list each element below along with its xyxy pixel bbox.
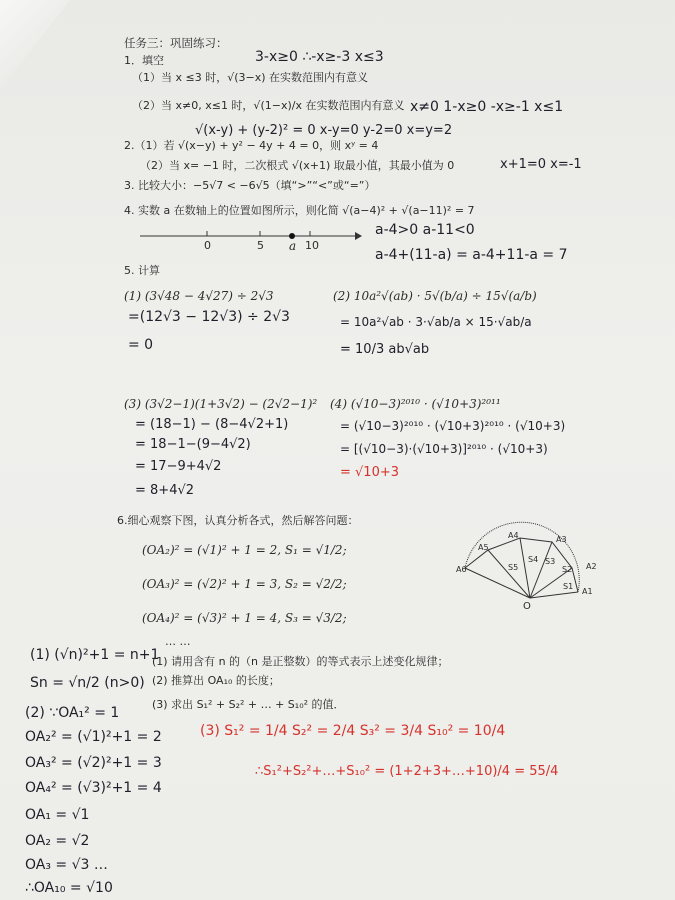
q6-eq1: (OA₂)² = (√1)² + 1 = 2, S₁ = √1/2; bbox=[142, 543, 347, 557]
tick-a: a bbox=[289, 239, 297, 253]
q6-work-6: OA₄² = (√3)²+1 = 4 bbox=[25, 780, 162, 796]
q1b-text: （2）当 x≠0, x≤1 时，√(1−x)/x 在实数范围内有意义 bbox=[132, 99, 405, 112]
tick-5: 5 bbox=[257, 239, 264, 252]
label-s2: S2 bbox=[562, 565, 573, 574]
q6-work-5: OA₃² = (√2)²+1 = 3 bbox=[25, 755, 162, 771]
q5-p1: (1) (3√48 − 4√27) ÷ 2√3 bbox=[124, 289, 274, 303]
q2b-text: （2）当 x= −1 时，二次根式 √(x+1) 取最小值，其最小值为 0 bbox=[140, 159, 455, 172]
q1a-text: （1）当 x ≤3 时，√(3−x) 在实数范围内有意义 bbox=[132, 71, 369, 84]
q6-eq3: (OA₄)² = (√3)² + 1 = 4, S₃ = √3/2; bbox=[142, 611, 347, 625]
q2b-handwriting: x+1=0 x=-1 bbox=[500, 157, 582, 172]
q6-ask-3: (3) 求出 S₁² + S₂² + … + S₁₀² 的值． bbox=[152, 698, 345, 711]
q5-p4-red-answer: = √10+3 bbox=[340, 465, 400, 480]
q2a-text: 2.（1）若 √(x−y) + y² − 4y + 4 = 0，则 xʸ = 4 bbox=[124, 139, 379, 152]
label-a2: A2 bbox=[586, 562, 597, 571]
label-s3: S3 bbox=[545, 557, 556, 566]
q6-ask-1: (1) 请用含有 n 的（n 是正整数）的等式表示上述变化规律； bbox=[152, 655, 449, 668]
q6-ask-2: (2) 推算出 OA₁₀ 的长度； bbox=[152, 674, 280, 687]
q6-work-7: OA₁ = √1 bbox=[25, 807, 90, 823]
q6-work-1: (1) (√n)²+1 = n+1 bbox=[30, 647, 160, 663]
q6-work-4: OA₂² = (√1)²+1 = 2 bbox=[25, 729, 162, 745]
q6-red-answer-1: (3) S₁² = 1/4 S₂² = 2/4 S₃² = 3/4 S₁₀² = 10/4 bbox=[200, 723, 506, 739]
q6-eq2: (OA₃)² = (√2)² + 1 = 3, S₂ = √2/2; bbox=[142, 577, 347, 591]
q1-title: 1．填空 bbox=[124, 54, 164, 67]
label-a6: A6 bbox=[456, 565, 467, 574]
label-a4: A4 bbox=[508, 531, 519, 540]
q5-p4: (4) (√10−3)²⁰¹⁰ · (√10+3)²⁰¹¹ bbox=[330, 397, 501, 411]
label-o: O bbox=[523, 601, 531, 612]
q5-p4-work-2: = [(√10−3)·(√10+3)]²⁰¹⁰ · (√10+3) bbox=[340, 442, 548, 456]
q6-work-10: ∴OA₁₀ = √10 bbox=[25, 880, 113, 896]
q5-p2-work-2: = 10/3 ab√ab bbox=[340, 342, 430, 357]
label-a3: A3 bbox=[556, 535, 567, 544]
q5-p3-work-2: = 18−1−(9−4√2) bbox=[135, 437, 251, 452]
q5-p3-work-4: = 8+4√2 bbox=[135, 483, 195, 498]
q5-title: 5. 计算 bbox=[124, 264, 160, 277]
number-line bbox=[140, 228, 360, 268]
q6-work-3: (2) ∵OA₁² = 1 bbox=[25, 705, 120, 721]
q5-p4-work-1: = (√10−3)²⁰¹⁰ · (√10+3)²⁰¹⁰ · (√10+3) bbox=[340, 419, 566, 433]
q5-p3: (3) (3√2−1)(1+3√2) − (2√2−1)² bbox=[124, 397, 318, 411]
q3-text: 3. 比较大小：−5√7 < −6√5（填“>”“<”或“=”） bbox=[124, 179, 376, 192]
q4-handwriting-1: a-4>0 a-11<0 bbox=[375, 222, 475, 238]
q5-p1-work-1: =(12√3 − 12√3) ÷ 2√3 bbox=[128, 309, 290, 325]
q6-work-2: Sn = √n/2 (n>0) bbox=[30, 675, 145, 691]
tick-10: 10 bbox=[305, 239, 319, 252]
q5-p3-work-3: = 17−9+4√2 bbox=[135, 459, 222, 474]
label-s5: S5 bbox=[508, 563, 519, 572]
q1a-handwriting: 3-x≥0 ∴-x≥-3 x≤3 bbox=[255, 49, 384, 65]
q6-red-answer-2: ∴S₁²+S₂²+…+S₁₀² = (1+2+3+…+10)/4 = 55/4 bbox=[255, 764, 559, 779]
q4-handwriting-2: a-4+(11-a) = a-4+11-a = 7 bbox=[375, 247, 568, 263]
q6-dots: … … bbox=[165, 635, 191, 648]
q6-work-8: OA₂ = √2 bbox=[25, 833, 90, 849]
q5-p2-work-1: = 10a²√ab · 3·√ab/a × 15·√ab/a bbox=[340, 315, 532, 329]
label-s1: S1 bbox=[563, 582, 574, 591]
q2a-handwriting: √(x-y) + (y-2)² = 0 x-y=0 y-2=0 x=y=2 bbox=[195, 123, 453, 138]
task-heading: 任务三：巩固练习： bbox=[124, 36, 228, 50]
q6-work-9: OA₃ = √3 … bbox=[25, 857, 108, 873]
spiral-figure bbox=[460, 530, 600, 610]
label-a1: A1 bbox=[582, 587, 593, 596]
tick-0: 0 bbox=[204, 239, 211, 252]
q5-p3-work-1: = (18−1) − (8−4√2+1) bbox=[135, 417, 289, 432]
q4-text: 4. 实数 a 在数轴上的位置如图所示，则化简 √(a−4)² + √(a−11)² = 7 bbox=[124, 204, 475, 217]
q6-title: 6.细心观察下图，认真分析各式，然后解答问题： bbox=[117, 514, 359, 527]
q1b-handwriting: x≠0 1-x≥0 -x≥-1 x≤1 bbox=[410, 99, 564, 115]
q5-p1-work-2: = 0 bbox=[128, 337, 154, 353]
page-fold-corner bbox=[0, 0, 70, 90]
q5-p2: (2) 10a²√(ab) · 5√(b/a) ÷ 15√(a/b) bbox=[333, 289, 537, 303]
label-s4: S4 bbox=[528, 555, 539, 564]
label-a5: A5 bbox=[478, 543, 489, 552]
